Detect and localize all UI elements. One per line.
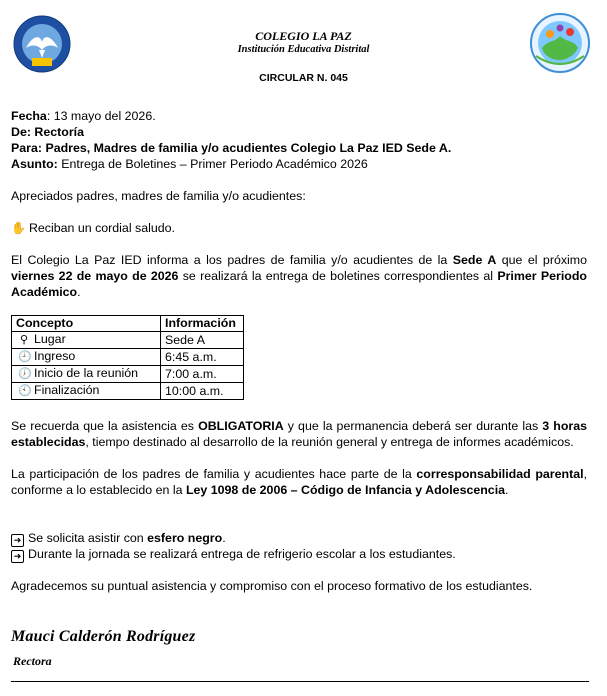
concept-text: Inicio de la reunión bbox=[34, 366, 139, 380]
table-cell-info: Sede A bbox=[161, 332, 244, 349]
location-pin-icon: ⚲ bbox=[19, 334, 29, 346]
table-header-row bbox=[12, 316, 244, 332]
fecha-line bbox=[11, 108, 156, 124]
concept-text: Lugar bbox=[34, 332, 66, 346]
para-label: Para: bbox=[11, 141, 42, 155]
participation-bold-1: corresponsabilidad parental bbox=[416, 467, 584, 481]
attendance-text-3: , tiempo destinado al desarrollo de la reunión general y entrega de informes académicos. bbox=[85, 435, 574, 449]
circular-number: CIRCULAR N. 045 bbox=[259, 72, 348, 84]
salute-line bbox=[11, 220, 175, 236]
table-cell-info: 6:45 a.m. bbox=[161, 349, 244, 366]
signature-role: Rectora bbox=[13, 654, 52, 668]
participation-text-2: , conforme a lo establecido en la bbox=[11, 467, 587, 497]
de-line bbox=[11, 124, 84, 140]
intro-bold-2: viernes 22 de mayo de 2026 bbox=[11, 269, 179, 283]
concept-text: Ingreso bbox=[34, 349, 76, 363]
note-1 bbox=[11, 530, 226, 547]
intro-text-4: . bbox=[77, 285, 81, 299]
intro-text-3: se realizará la entrega de boletines correspondientes al bbox=[178, 269, 498, 283]
participation-paragraph bbox=[11, 466, 587, 498]
note-1-text: Se solicita asistir con bbox=[28, 531, 148, 545]
table-header-concept: Concepto bbox=[12, 316, 161, 332]
note-1-bold: esfero negro bbox=[147, 531, 223, 545]
closing-paragraph: Agradecemos su puntual asistencia y compromiso con el proceso formativo de los estudiantes. bbox=[11, 579, 533, 593]
intro-bold-3: Primer Periodo Académico bbox=[11, 269, 587, 299]
concept-text: Finalización bbox=[34, 383, 100, 397]
table-row bbox=[12, 366, 244, 383]
table-cell-concept bbox=[12, 332, 161, 349]
salute-text: Reciban un cordial saludo. bbox=[28, 221, 175, 235]
table-row bbox=[12, 383, 244, 400]
note-1-end: . bbox=[222, 531, 226, 545]
attendance-bold-2: 3 horas establecidas bbox=[11, 419, 588, 449]
institution-name: Institución Educativa Distrital bbox=[237, 44, 370, 55]
attendance-text-1: Se recuerda que la asistencia es bbox=[11, 419, 199, 433]
note-2-text: Durante la jornada se realizará entrega de refrigerio escolar a los estudiantes. bbox=[28, 547, 456, 561]
greeting: Apreciados padres, madres de familia y/o acudientes: bbox=[11, 189, 306, 203]
intro-bold-1: Sede A bbox=[452, 253, 497, 267]
table-cell-info: 7:00 a.m. bbox=[161, 366, 244, 383]
note-2 bbox=[11, 546, 456, 563]
schedule-table bbox=[11, 315, 244, 400]
participation-text-1: La participación de los padres de familia y acudientes hace parte de la bbox=[11, 467, 417, 481]
intro-text-1: El Colegio La Paz IED informa a los padres de familia y/o acudientes de la bbox=[11, 253, 453, 267]
waving-hand-icon: ✋ bbox=[11, 221, 26, 235]
footer-divider bbox=[11, 681, 589, 682]
de-label: De: bbox=[11, 125, 31, 139]
table-cell-concept bbox=[12, 349, 161, 366]
fecha-value: : 13 mayo del 2026. bbox=[46, 109, 156, 123]
participation-bold-2: Ley 1098 de 2006 – Código de Infancia y Adolescencia bbox=[185, 483, 506, 497]
intro-paragraph bbox=[11, 252, 587, 300]
table-cell-concept bbox=[12, 366, 161, 383]
intro-text-2: que el próximo bbox=[496, 253, 588, 267]
asunto-value: Entrega de Boletines – Primer Periodo Académico 2026 bbox=[61, 157, 368, 171]
fecha-label: Fecha bbox=[11, 109, 47, 123]
arrow-right-icon: ➜ bbox=[11, 534, 24, 547]
arrow-right-icon: ➜ bbox=[11, 550, 24, 563]
table-cell-info: 10:00 a.m. bbox=[161, 383, 244, 400]
clock-icon: 🕙 bbox=[18, 385, 32, 397]
signature-name: Mauci Calderón Rodríguez bbox=[11, 628, 196, 645]
table-cell-concept bbox=[12, 383, 161, 400]
asunto-label: Asunto: bbox=[11, 157, 58, 171]
asunto-line bbox=[11, 156, 368, 172]
attendance-text-2: y que la permanencia deberá ser durante las bbox=[283, 419, 543, 433]
table-header-info: Información bbox=[161, 316, 244, 332]
table-row bbox=[12, 349, 244, 366]
de-value: Rectoría bbox=[34, 125, 85, 139]
attendance-bold-1: OBLIGATORIA bbox=[198, 419, 284, 433]
clock-icon: 🕖 bbox=[18, 368, 32, 380]
para-line bbox=[11, 140, 451, 156]
clock-icon: 🕘 bbox=[18, 351, 32, 363]
para-value: Padres, Madres de familia y/o acudientes Colegio La Paz IED Sede A. bbox=[45, 141, 452, 155]
table-row bbox=[12, 332, 244, 349]
school-name: COLEGIO LA PAZ bbox=[255, 29, 352, 43]
participation-text-3: . bbox=[505, 483, 509, 497]
attendance-paragraph bbox=[11, 418, 587, 450]
